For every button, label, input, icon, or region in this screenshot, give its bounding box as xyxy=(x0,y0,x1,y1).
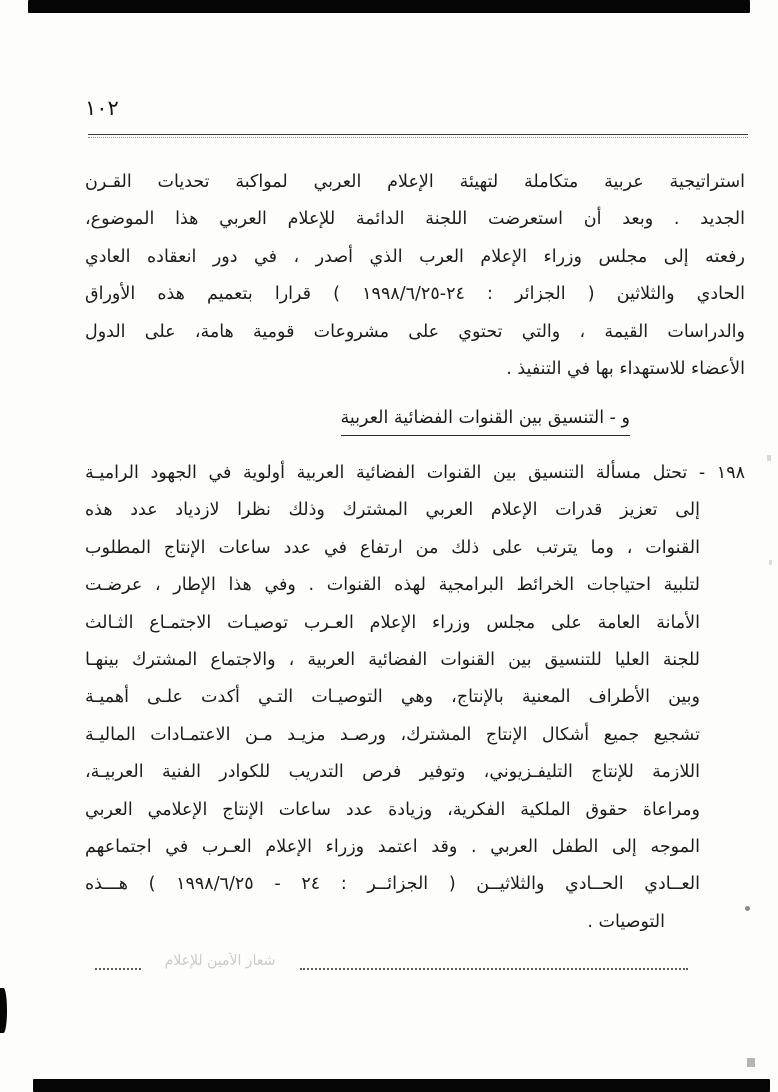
text-line: الجديد . وبعد أن استعرضت اللجنة الدائمة للإعلام العربي هذا الموضوع، xyxy=(85,209,745,230)
section-heading xyxy=(341,408,630,436)
text-line: الموجه إلى الطفل العربي . وقد اعتمد وزراء الإعلام العـرب في اجتماعهم xyxy=(85,837,700,858)
scan-speck xyxy=(747,1058,755,1067)
section-heading-label: و - التنسيق بين القنوات الفضائية العربية xyxy=(341,408,630,436)
scan-artifact-bottom-bar xyxy=(33,1079,770,1092)
text-line: الأمانة العامة على مجلس وزراء الإعلام العـرب توصيـات الاجتمـاع الثـالث xyxy=(85,612,700,633)
page-number: ١٠٢ xyxy=(85,96,119,120)
header-rule xyxy=(88,134,748,138)
text-line: اللازمة للإنتاج التليفـزيوني، وتوفير فرص التدريب للكوادر الفنية العربيـة، xyxy=(85,762,700,783)
scan-speck xyxy=(767,455,771,461)
text-line: تشجيع جميع أشكال الإنتاج المشترك، ورصـد مزيـد مـن الاعتمـادات الماليـة xyxy=(85,724,700,745)
scan-artifact-top-bar xyxy=(28,0,750,13)
text-line: العــادي الحــادي والثلاثيــن ( الجزائــر : ٢٤ - ١٩٩٨/٦/٢٥ ) هـــذه xyxy=(85,874,700,895)
text-line: وبين الأطراف المعنية بالإنتاج، وهي التوصيـات التـي أكدت علـى أهميـة xyxy=(85,687,700,708)
text-line: الأعضاء للاستهداء بها في التنفيذ . xyxy=(506,359,745,380)
footer-faint-stamp: شعار الأمين للإعلام xyxy=(164,952,276,970)
scan-speck xyxy=(769,560,772,565)
text-line: رفعته إلى مجلس وزراء الإعلام العرب الذي أصدر ، في دور انعقاده العادي xyxy=(85,246,745,267)
text-line: لتلبية احتياجات الخرائط البرامجية لهذه القنوات . وفي هذا الإطار ، عرضـت xyxy=(85,575,700,596)
paragraph-198 xyxy=(85,455,745,941)
text-line: ومراعاة حقوق الملكية الفكرية، وزيادة عدد ساعات الإنتاج الإعلامي العربي xyxy=(85,799,700,820)
text-line: للجنة العليا للتنسيق بين القنوات الفضائية العربية ، والاجتماع المشترك بينهـا xyxy=(85,650,700,671)
scan-speck xyxy=(745,906,750,911)
text-line: الحادي والثلاثين ( الجزائر : ٢٤-١٩٩٨/٦/٢٥ ) قرارا بتعميم هذه الأوراق xyxy=(85,284,745,305)
text-line: إلى تعزيز قدرات الإعلام العربي المشترك وذلك نظرا لازدياد عدد هذه xyxy=(85,500,700,521)
text-line: استراتيجية عربية متكاملة لتهيئة الإعلام العربي لمواكبة تحديات القـرن xyxy=(85,172,745,192)
text-line: القنوات ، وما يترتب على ذلك من ارتفاع في عدد ساعات الإنتاج المطلوب xyxy=(85,537,700,558)
footer-dotted-rule-left xyxy=(95,968,141,970)
scan-artifact-left-edge xyxy=(0,988,7,1033)
text-line: والدراسات القيمة ، والتي تحتوي على مشروعات قومية هامة، على الدول xyxy=(85,321,745,342)
text-line: ١٩٨ - تحتل مسألة التنسيق بين القنوات الفضائية العربية أولوية في الجهود الراميـة xyxy=(85,463,745,483)
footer-dotted-rule-right xyxy=(300,968,688,970)
text-line: التوصيات . xyxy=(587,911,665,932)
intro-paragraph xyxy=(85,164,745,388)
